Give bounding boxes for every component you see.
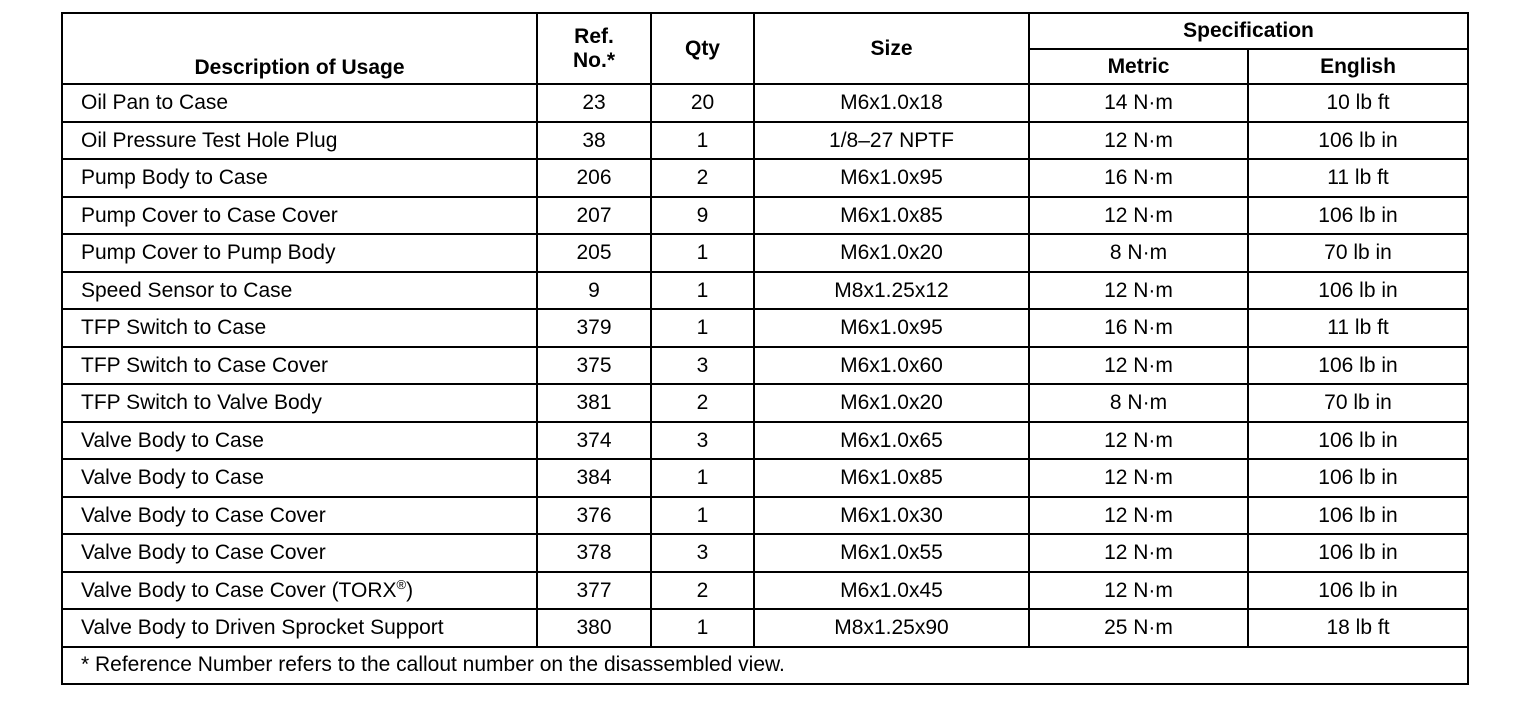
table-row	[62, 384, 1468, 422]
cell-metric: 12 N·m	[1029, 459, 1248, 497]
cell-english: 70 lb in	[1248, 384, 1468, 422]
cell-qty: 20	[651, 84, 754, 122]
table-row	[62, 234, 1468, 272]
cell-size: M8x1.25x90	[754, 609, 1029, 647]
cell-qty: 3	[651, 534, 754, 572]
cell-description: TFP Switch to Case	[62, 309, 537, 347]
cell-english: 106 lb in	[1248, 572, 1468, 610]
cell-metric: 12 N·m	[1029, 534, 1248, 572]
cell-size: M6x1.0x30	[754, 497, 1029, 535]
cell-english: 11 lb ft	[1248, 309, 1468, 347]
cell-english: 106 lb in	[1248, 122, 1468, 160]
cell-metric: 12 N·m	[1029, 422, 1248, 460]
cell-english: 106 lb in	[1248, 459, 1468, 497]
cell-metric: 12 N·m	[1029, 272, 1248, 310]
cell-qty: 3	[651, 422, 754, 460]
cell-description	[62, 572, 537, 610]
registered-mark: ®	[396, 576, 407, 592]
cell-description: Pump Cover to Case Cover	[62, 197, 537, 235]
table-row	[62, 159, 1468, 197]
header-specification: Specification	[1029, 13, 1468, 49]
cell-metric: 25 N·m	[1029, 609, 1248, 647]
cell-qty: 2	[651, 384, 754, 422]
cell-ref: 378	[537, 534, 651, 572]
cell-metric: 16 N·m	[1029, 159, 1248, 197]
cell-qty: 1	[651, 272, 754, 310]
cell-english: 106 lb in	[1248, 272, 1468, 310]
cell-ref: 377	[537, 572, 651, 610]
table-row	[62, 609, 1468, 647]
cell-size: M6x1.0x55	[754, 534, 1029, 572]
cell-metric: 14 N·m	[1029, 84, 1248, 122]
cell-ref: 381	[537, 384, 651, 422]
cell-description: Valve Body to Driven Sprocket Support	[62, 609, 537, 647]
cell-qty: 1	[651, 459, 754, 497]
cell-qty: 2	[651, 572, 754, 610]
cell-qty: 1	[651, 309, 754, 347]
cell-description: TFP Switch to Valve Body	[62, 384, 537, 422]
cell-description: Pump Body to Case	[62, 159, 537, 197]
cell-size: M6x1.0x20	[754, 234, 1029, 272]
cell-ref: 38	[537, 122, 651, 160]
table-row	[62, 422, 1468, 460]
fastener-specification-table	[61, 12, 1469, 685]
cell-qty: 3	[651, 347, 754, 385]
cell-size: M6x1.0x95	[754, 309, 1029, 347]
cell-ref: 206	[537, 159, 651, 197]
cell-qty: 1	[651, 609, 754, 647]
cell-qty: 1	[651, 122, 754, 160]
cell-ref: 380	[537, 609, 651, 647]
header-metric: Metric	[1029, 49, 1248, 84]
header-qty: Qty	[651, 13, 754, 84]
cell-ref: 207	[537, 197, 651, 235]
table-row	[62, 272, 1468, 310]
table-row	[62, 84, 1468, 122]
cell-size: 1/8–27 NPTF	[754, 122, 1029, 160]
cell-size: M6x1.0x20	[754, 384, 1029, 422]
header-description: Description of Usage	[62, 13, 537, 84]
cell-size: M6x1.0x45	[754, 572, 1029, 610]
cell-ref: 376	[537, 497, 651, 535]
cell-ref: 384	[537, 459, 651, 497]
cell-size: M6x1.0x18	[754, 84, 1029, 122]
cell-description: Pump Cover to Pump Body	[62, 234, 537, 272]
cell-description: Valve Body to Case Cover	[62, 534, 537, 572]
table-row	[62, 572, 1468, 610]
cell-metric: 12 N·m	[1029, 122, 1248, 160]
cell-qty: 9	[651, 197, 754, 235]
cell-metric: 12 N·m	[1029, 572, 1248, 610]
cell-description: Valve Body to Case	[62, 459, 537, 497]
cell-ref: 375	[537, 347, 651, 385]
cell-description: Speed Sensor to Case	[62, 272, 537, 310]
header-ref-no	[537, 13, 651, 84]
cell-description: TFP Switch to Case Cover	[62, 347, 537, 385]
cell-english: 106 lb in	[1248, 422, 1468, 460]
cell-description: Valve Body to Case Cover	[62, 497, 537, 535]
cell-metric: 12 N·m	[1029, 497, 1248, 535]
cell-english: 10 lb ft	[1248, 84, 1468, 122]
cell-metric: 12 N·m	[1029, 197, 1248, 235]
cell-ref: 9	[537, 272, 651, 310]
table-row	[62, 309, 1468, 347]
cell-metric: 16 N·m	[1029, 309, 1248, 347]
cell-description-tail: )	[406, 578, 414, 602]
cell-english: 106 lb in	[1248, 534, 1468, 572]
table-row	[62, 197, 1468, 235]
header-size: Size	[754, 13, 1029, 84]
cell-size: M6x1.0x60	[754, 347, 1029, 385]
header-ref-line2: No.*	[573, 48, 615, 72]
cell-english: 106 lb in	[1248, 197, 1468, 235]
cell-description: Oil Pan to Case	[62, 84, 537, 122]
cell-description: Valve Body to Case	[62, 422, 537, 460]
cell-ref: 23	[537, 84, 651, 122]
cell-size: M6x1.0x85	[754, 459, 1029, 497]
header-ref-line1: Ref.	[574, 25, 614, 49]
cell-english: 106 lb in	[1248, 347, 1468, 385]
cell-size: M6x1.0x65	[754, 422, 1029, 460]
cell-description-text: Valve Body to Case Cover (TORX	[81, 578, 397, 602]
cell-description: Oil Pressure Test Hole Plug	[62, 122, 537, 160]
header-row-top	[62, 13, 1468, 49]
table-row	[62, 122, 1468, 160]
cell-qty: 1	[651, 234, 754, 272]
table-row	[62, 534, 1468, 572]
cell-metric: 12 N·m	[1029, 347, 1248, 385]
cell-english: 11 lb ft	[1248, 159, 1468, 197]
cell-size: M8x1.25x12	[754, 272, 1029, 310]
cell-english: 18 lb ft	[1248, 609, 1468, 647]
cell-size: M6x1.0x95	[754, 159, 1029, 197]
footnote-row	[62, 647, 1468, 684]
header-english: English	[1248, 49, 1468, 84]
cell-english: 106 lb in	[1248, 497, 1468, 535]
cell-ref: 379	[537, 309, 651, 347]
cell-metric: 8 N·m	[1029, 384, 1248, 422]
table-row	[62, 497, 1468, 535]
cell-size: M6x1.0x85	[754, 197, 1029, 235]
cell-qty: 2	[651, 159, 754, 197]
footnote: * Reference Number refers to the callout number on the disassembled view.	[62, 647, 1468, 684]
table-row	[62, 347, 1468, 385]
cell-ref: 374	[537, 422, 651, 460]
table-row	[62, 459, 1468, 497]
cell-english: 70 lb in	[1248, 234, 1468, 272]
cell-qty: 1	[651, 497, 754, 535]
cell-ref: 205	[537, 234, 651, 272]
cell-metric: 8 N·m	[1029, 234, 1248, 272]
